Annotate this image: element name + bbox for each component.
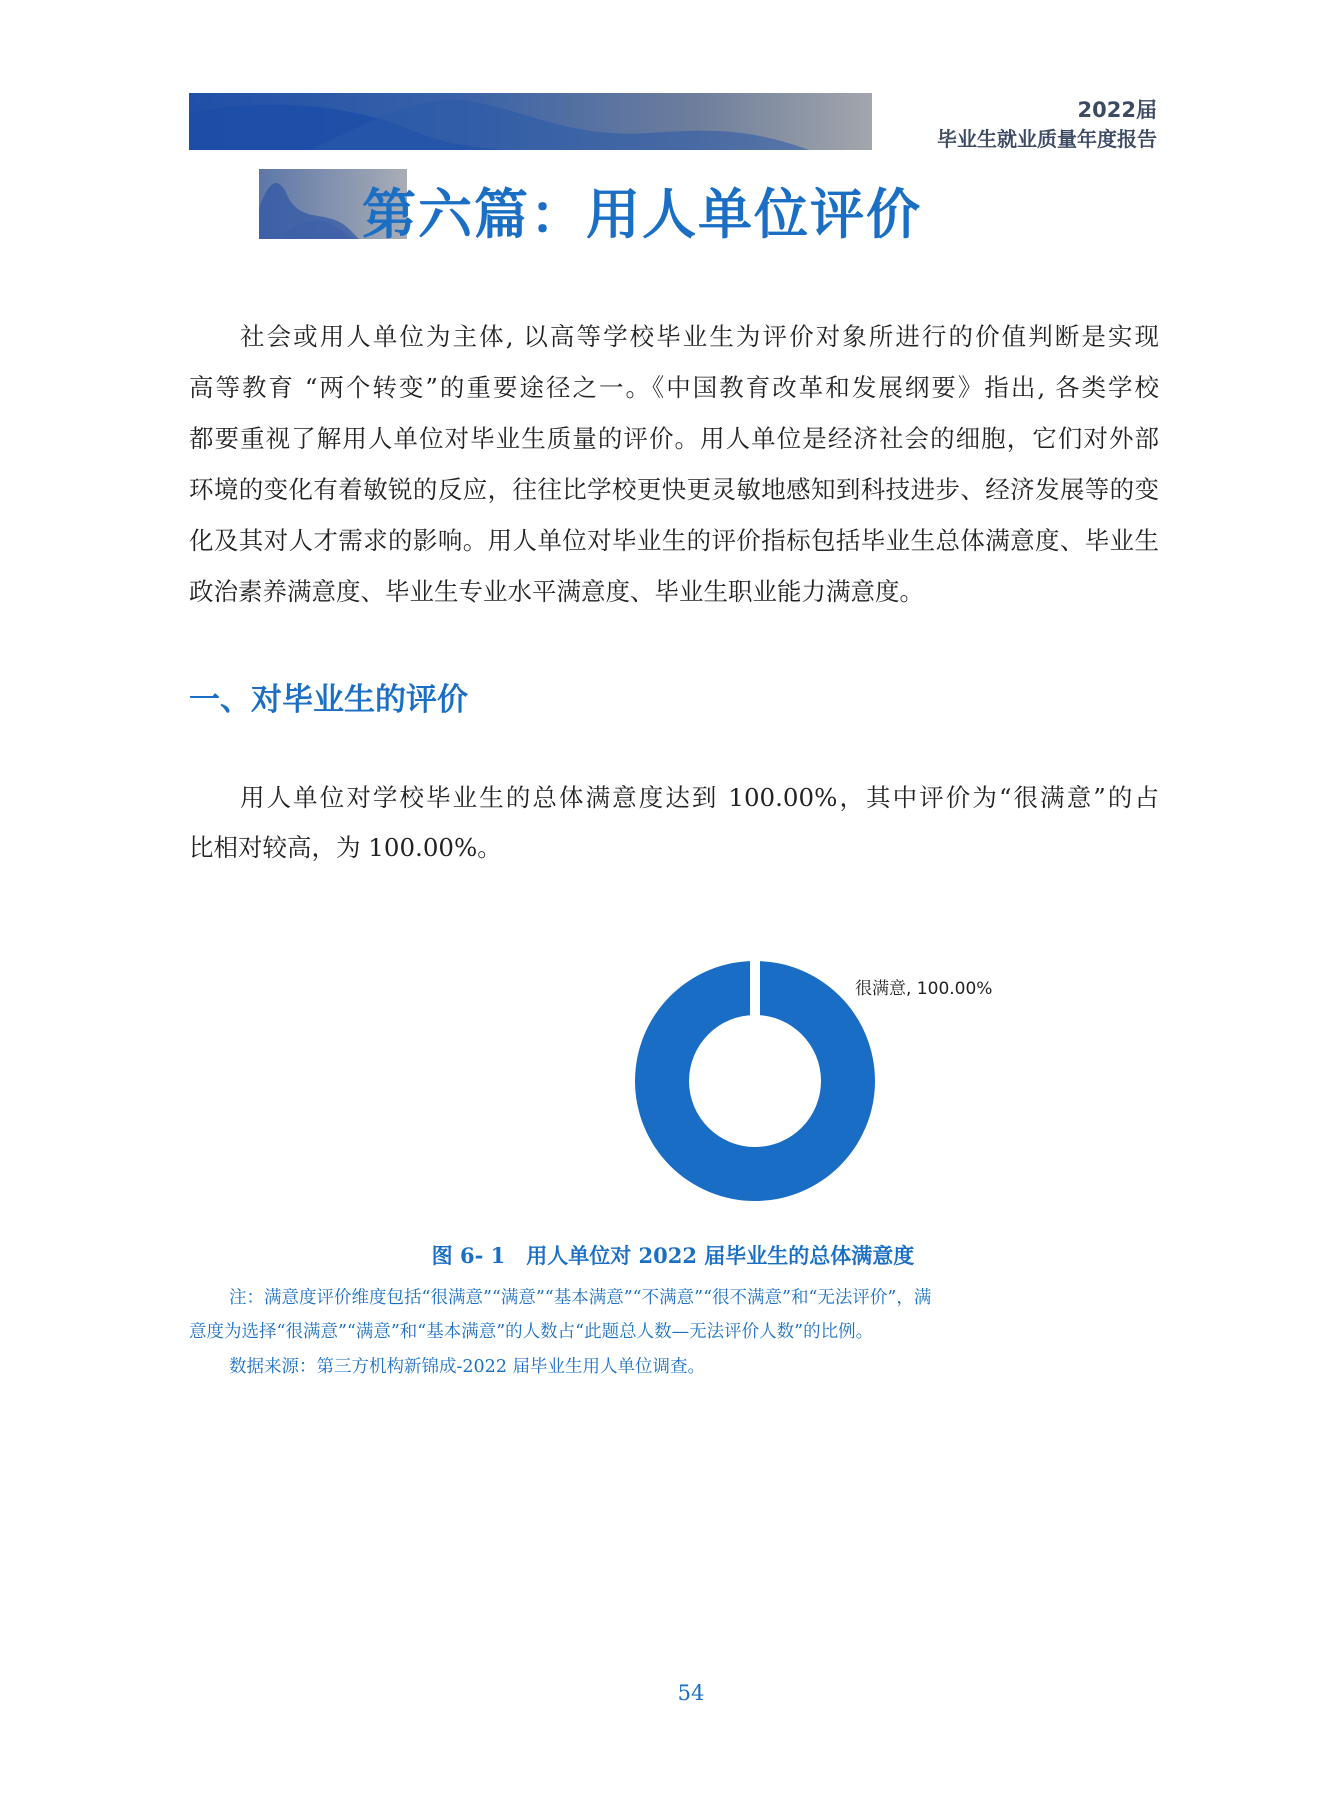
intro-line: 化及其对人才需求的影响。用人单位对毕业生的评价指标包括毕业生总体满意度、毕业生: [189, 526, 1159, 555]
page-number: 54: [677, 1681, 705, 1705]
intro-line: 社会或用人单位为主体, 以高等学校毕业生为评价对象所进行的价值判断是实现: [240, 322, 1159, 351]
slice-label: 很满意, 100.00%: [855, 979, 993, 999]
section-line: 比相对较高，为 100.00%。: [189, 833, 502, 862]
note-line: 注：满意度评价维度包括“很满意”“满意”“基本满意”“不满意”“很不满意”和“无法评价”，满: [229, 1288, 932, 1308]
intro-line: 高等教育 “两个转变”的重要途径之一。《中国教育改革和发展纲要》指出, 各类学校: [189, 373, 1159, 402]
header-report-title: 毕业生就业质量年度报告: [937, 127, 1157, 151]
header-year: 2022届: [1077, 98, 1157, 122]
intro-line: 环境的变化有着敏锐的反应，往往比学校更快更灵敏地感知到科技进步、经济发展等的变: [189, 475, 1159, 504]
header-banner-image: [189, 93, 872, 150]
chapter-title: 第六篇：用人单位评价: [362, 183, 922, 246]
slice-separator: [750, 959, 760, 1016]
intro-line: 政治素养满意度、毕业生专业水平满意度、毕业生职业能力满意度。: [189, 577, 924, 606]
note-line: 数据来源：第三方机构新锦成-2022 届毕业生用人单位调查。: [229, 1357, 706, 1377]
section-heading: 一、对毕业生的评价: [189, 682, 468, 718]
intro-line: 都要重视了解用人单位对毕业生质量的评价。用人单位是经济社会的细胞，它们对外部: [189, 424, 1159, 453]
figure-caption: 图 6- 1 用人单位对 2022 届毕业生的总体满意度: [431, 1243, 915, 1268]
note-line: 意度为选择“很满意”“满意”和“基本满意”的人数占“此题总人数—无法评价人数”的比例。: [189, 1322, 874, 1342]
section-line: 用人单位对学校毕业生的总体满意度达到 100.00%，其中评价为“很满意”的占: [240, 783, 1159, 812]
